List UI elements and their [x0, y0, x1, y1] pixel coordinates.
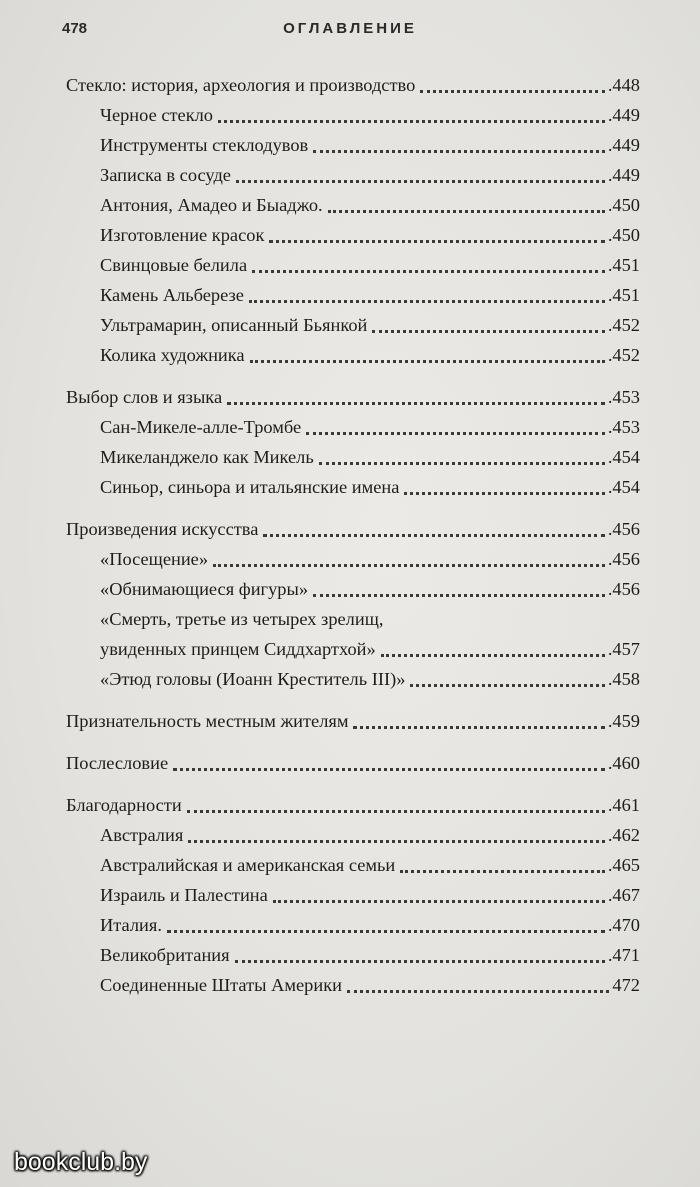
toc-entry-title: Соединенные Штаты Америки: [100, 975, 342, 995]
page-number: 478: [62, 20, 88, 37]
toc-subentry: [66, 472, 640, 502]
toc-page-number: .461: [607, 795, 640, 815]
dot-leader: [313, 594, 605, 597]
toc-page-number: .453: [607, 387, 640, 407]
dot-leader: [218, 120, 605, 123]
toc-section: [66, 706, 640, 736]
dot-leader: [313, 150, 605, 153]
toc-page-number: .451: [607, 255, 640, 275]
toc-entry-title: «Этюд головы (Иоанн Креститель III)»: [100, 669, 406, 689]
toc-page-number: .457: [607, 639, 640, 659]
toc-page-number: .467: [607, 885, 640, 905]
toc-entry-title: Израиль и Палестина: [100, 885, 268, 905]
toc-entry-title: Признательность местным жителям: [66, 711, 349, 731]
toc-entry-title: Микеланджело как Микель: [100, 447, 314, 467]
toc-entry-title: «Обнимающиеся фигуры»: [100, 579, 309, 599]
dot-leader: [381, 654, 605, 657]
dot-leader: [249, 300, 605, 303]
toc-subentry: [66, 130, 640, 160]
dot-leader: [188, 840, 605, 843]
toc-entry-title: Австралийская и американская семьи: [100, 855, 396, 875]
toc-entry-title: Австралия: [100, 825, 184, 845]
toc-page-number: .456: [607, 579, 640, 599]
toc-subentry: [66, 910, 640, 940]
toc-subentry: [66, 190, 640, 220]
toc-subentry: [66, 220, 640, 250]
dot-leader: [319, 462, 605, 465]
toc-entry-title: Камень Альберезе: [100, 285, 244, 305]
toc-subentry: [66, 880, 640, 910]
toc-subentry: [66, 160, 640, 190]
toc-entry-title: Италия.: [100, 915, 162, 935]
toc-entry-title: Сан-Микеле-алле-Тромбе: [100, 417, 302, 437]
toc-page-number: .456: [607, 549, 640, 569]
toc-entry-second-line: [100, 634, 640, 664]
toc-entry-title: Колика художника: [100, 345, 245, 365]
dot-leader: [252, 270, 605, 273]
dot-leader: [167, 930, 605, 933]
toc-page-number: .456: [607, 519, 640, 539]
toc-subentry: [66, 280, 640, 310]
dot-leader: [372, 330, 604, 333]
toc-entry-title: Произведения искусства: [66, 519, 259, 539]
toc-subentry: [66, 250, 640, 280]
toc-entry-title: Инструменты стеклодувов: [100, 135, 309, 155]
toc-section: [66, 790, 640, 1000]
toc-page-number: .450: [607, 195, 640, 215]
toc-subentry: [66, 544, 640, 574]
toc-page-number: .458: [607, 669, 640, 689]
dot-leader: [328, 210, 605, 213]
toc-entry: [66, 790, 640, 820]
toc-page-number: .470: [607, 915, 640, 935]
toc-entry-title: Великобритания: [100, 945, 230, 965]
dot-leader: [273, 900, 605, 903]
toc-subentry: [66, 100, 640, 130]
toc-page-number: .449: [607, 135, 640, 155]
toc-section: [66, 514, 640, 694]
toc-subentry: [66, 604, 640, 664]
toc-subentry: [66, 340, 640, 370]
toc-subentry: [66, 820, 640, 850]
dot-leader: [404, 492, 604, 495]
toc-page-number: .462: [607, 825, 640, 845]
toc-section: [66, 748, 640, 778]
toc-subentry: [66, 664, 640, 694]
toc-entry: [66, 748, 640, 778]
toc-subentry: [66, 940, 640, 970]
toc-entry-title: Черное стекло: [100, 105, 214, 125]
toc-subentry: [66, 850, 640, 880]
toc-entry-title: Выбор слов и языка: [66, 387, 223, 407]
dot-leader: [227, 402, 605, 405]
toc-page-number: .465: [607, 855, 640, 875]
toc-page-number: .452: [607, 315, 640, 335]
toc-entry-title: Ультрамарин, описанный Бьянкой: [100, 315, 368, 335]
toc-entry: [66, 382, 640, 412]
toc-section: [66, 382, 640, 502]
dot-leader: [187, 810, 605, 813]
toc-page-number: .449: [607, 165, 640, 185]
toc-entry-title: Антония, Амадео и Быаджо.: [100, 195, 323, 215]
toc-entry-title: Записка в сосуде: [100, 165, 231, 185]
toc-page-number: .452: [607, 345, 640, 365]
toc-entry-title: Синьор, синьора и итальянские имена: [100, 477, 400, 497]
watermark: bookclub.by: [14, 1148, 148, 1176]
toc-entry-title: Послесловие: [66, 753, 169, 773]
toc-entry-title: Стекло: история, археология и производство: [66, 75, 416, 95]
table-of-contents: [66, 70, 640, 1012]
dot-leader: [250, 360, 605, 363]
toc-page-number: .448: [607, 75, 640, 95]
dot-leader: [420, 90, 605, 93]
toc-page-number: .451: [607, 285, 640, 305]
dot-leader: [306, 432, 605, 435]
toc-page-number: .449: [607, 105, 640, 125]
dot-leader: [173, 768, 605, 771]
toc-entry-title: Свинцовые белила: [100, 255, 248, 275]
toc-entry-first-line: [100, 604, 640, 634]
dot-leader: [347, 990, 609, 993]
toc-section: [66, 70, 640, 370]
dot-leader: [269, 240, 604, 243]
dot-leader: [236, 180, 605, 183]
dot-leader: [353, 726, 604, 729]
toc-page-number: .453: [607, 417, 640, 437]
toc-entry-title: Благодарности: [66, 795, 182, 815]
toc-page-number: .471: [607, 945, 640, 965]
dot-leader: [263, 534, 604, 537]
toc-entry-title: «Посещение»: [100, 549, 209, 569]
toc-page-number: .454: [607, 447, 640, 467]
toc-subentry: [66, 412, 640, 442]
dot-leader: [410, 684, 604, 687]
toc-page-number: .460: [607, 753, 640, 773]
toc-entry: [66, 70, 640, 100]
toc-page-number: 472: [612, 975, 640, 995]
toc-subentry: [66, 574, 640, 604]
toc-entry: [66, 706, 640, 736]
toc-page-number: .459: [607, 711, 640, 731]
toc-subentry: [66, 970, 640, 1000]
toc-page-number: .450: [607, 225, 640, 245]
page-header: [62, 18, 638, 44]
toc-page-number: .454: [607, 477, 640, 497]
running-title: ОГЛАВЛЕНИЕ: [283, 20, 417, 37]
dot-leader: [213, 564, 605, 567]
toc-entry-title-continued: увиденных принцем Сиддхартхой»: [100, 639, 376, 659]
toc-subentry: [66, 442, 640, 472]
toc-entry-title: «Смерть, третье из четырех зрелищ,: [100, 609, 384, 629]
toc-subentry: [66, 310, 640, 340]
dot-leader: [400, 870, 605, 873]
dot-leader: [235, 960, 605, 963]
toc-entry: [66, 514, 640, 544]
toc-entry-title: Изготовление красок: [100, 225, 265, 245]
